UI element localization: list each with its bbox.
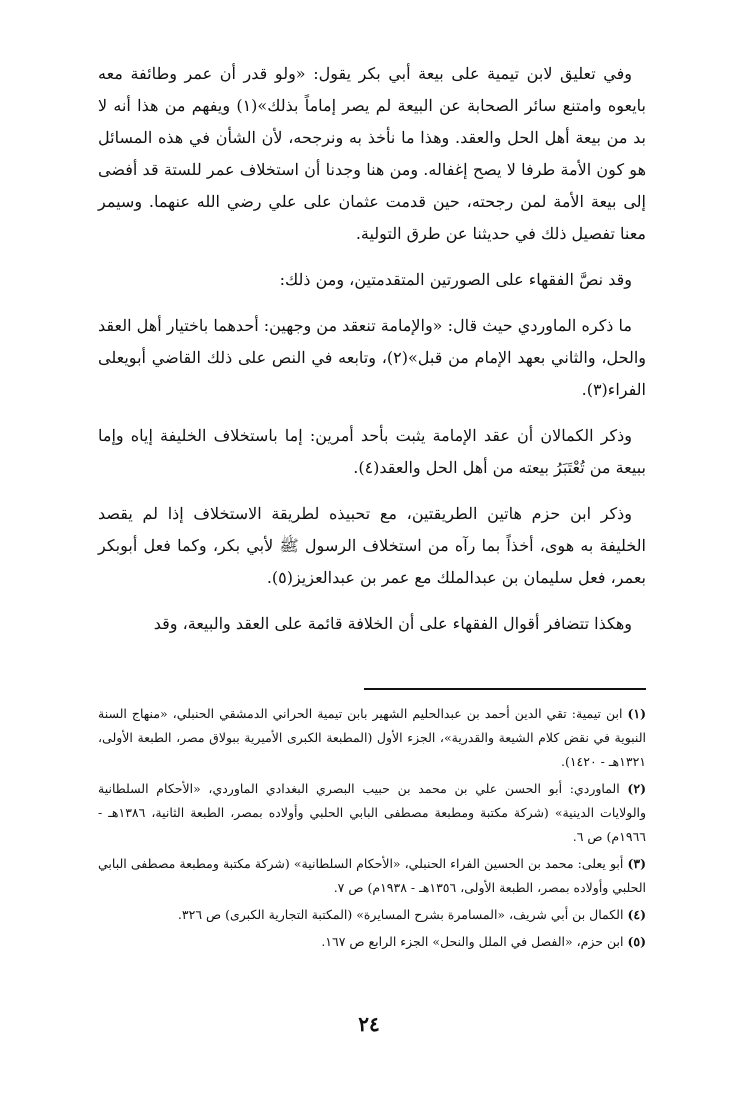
paragraph-4: وذكر الكمالان أن عقد الإمامة يثبت بأحد أمرين: إما باستخلاف الخليفة إياه وإما ببيعة من تُعْتَبَرُ بيعته من أهل الحل والعقد(٤).	[98, 426, 646, 477]
footnote-text: ابن حزم، «الفصل في الملل والنحل» الجزء الرابع ص ١٦٧.	[321, 934, 624, 949]
main-text	[98, 58, 646, 654]
footnote-4	[98, 903, 646, 927]
footnote-3	[98, 852, 646, 900]
paragraph-2: وقد نصَّ الفقهاء على الصورتين المتقدمتين، ومن ذلك:	[279, 270, 632, 289]
paragraph-3: ما ذكره الماوردي حيث قال: «والإمامة تنعقد من وجهين: أحدهما باختيار أهل العقد والحل، والثاني بعهد الإمام من قبل»(٢)، وتابعه في النص على ذلك القاضي أبويعلى الفراء(٣).	[98, 316, 646, 399]
footnote-number: (١)	[627, 706, 646, 721]
paragraph-5: وذكر ابن حزم هاتين الطريقتين، مع تحبيذه لطريقة الاستخلاف إذا لم يقصد الخليفة به هوى، أخذاً بما رآه من استخلاف الرسول ﷺ لأبي بكر، وكما فعل أبوبكر بعمر، فعل سليمان بن عبدالملك مع عمر بن عبدالعزيز(٥).	[98, 504, 646, 587]
footnote-text: الكمال بن أبي شريف، «المسامرة بشرح المسايرة» (المكتبة التجارية الكبرى) ص ٣٢٦.	[177, 907, 624, 922]
footnote-number: (٣)	[627, 856, 647, 871]
footnote-number: (٤)	[627, 907, 646, 922]
footnote-divider	[364, 688, 646, 690]
footnote-text: ابن تيمية: تقي الدين أحمد بن عبدالحليم الشهير بابن تيمية الحراني الدمشقي الحنبلي، «منهاج السنة النبوية في نقض كلام الشيعة والقدرية»، الجزء الأول (المطبعة الكبرى الأميرية ببولاق مصر، الطبعة الأولى، ١٣٢١هـ - ١٤٢٠).	[98, 706, 646, 769]
paragraph-1: وفي تعليق لابن تيمية على بيعة أبي بكر يقول: «ولو قدر أن عمر وطائفة معه بايعوه وامتنع سائر الصحابة عن البيعة لم يصر إماماً بذلك»(١) ويفهم من هذا أنه لا بد من بيعة أهل الحل والعقد. وهذا ما نأخذ به ونرجحه، لأن الشأن في هذه المسائل هو كون الأمة طرفا لا يصح إغفاله. ومن هنا وجدنا أن استخلاف عمر للستة قد أفضى إلى بيعة الأمة لمن رجحته، حين قدمت عثمان على علي رضي الله عنهما. وسيمر معنا تفصيل ذلك في حديثنا عن طرق التولية.	[98, 64, 646, 243]
paragraph-6: وهكذا تتضافر أقوال الفقهاء على أن الخلافة قائمة على العقد والبيعة، وقد	[153, 614, 632, 633]
footnote-text: أبو يعلى: محمد بن الحسين الفراء الحنبلي، «الأحكام السلطانية» (شركة مكتبة ومطبعة مصطفى البابي الحلبي وأولاده بمصر، الطبعة الأولى، ١٣٥٦هـ - ١٩٣٨م) ص ٧.	[98, 856, 646, 895]
footnotes	[98, 702, 646, 957]
footnote-number: (٢)	[627, 781, 646, 796]
page-number: ٢٤	[358, 1012, 380, 1036]
footnote-number: (٥)	[627, 934, 646, 949]
footnote-1	[98, 702, 646, 774]
footnote-2	[98, 777, 646, 849]
footnote-text: الماوردي: أبو الحسن علي بن محمد بن حبيب البصري البغدادي الماوردي، «الأحكام السلطانية والولايات الدينية» (شركة مكتبة ومطبعة مصطفى البابي الحلبي وأولاده بمصر، الطبعة الثانية، ١٣٨٦هـ - ١٩٦٦م) ص ٦.	[98, 781, 647, 844]
footnote-5	[98, 930, 646, 954]
